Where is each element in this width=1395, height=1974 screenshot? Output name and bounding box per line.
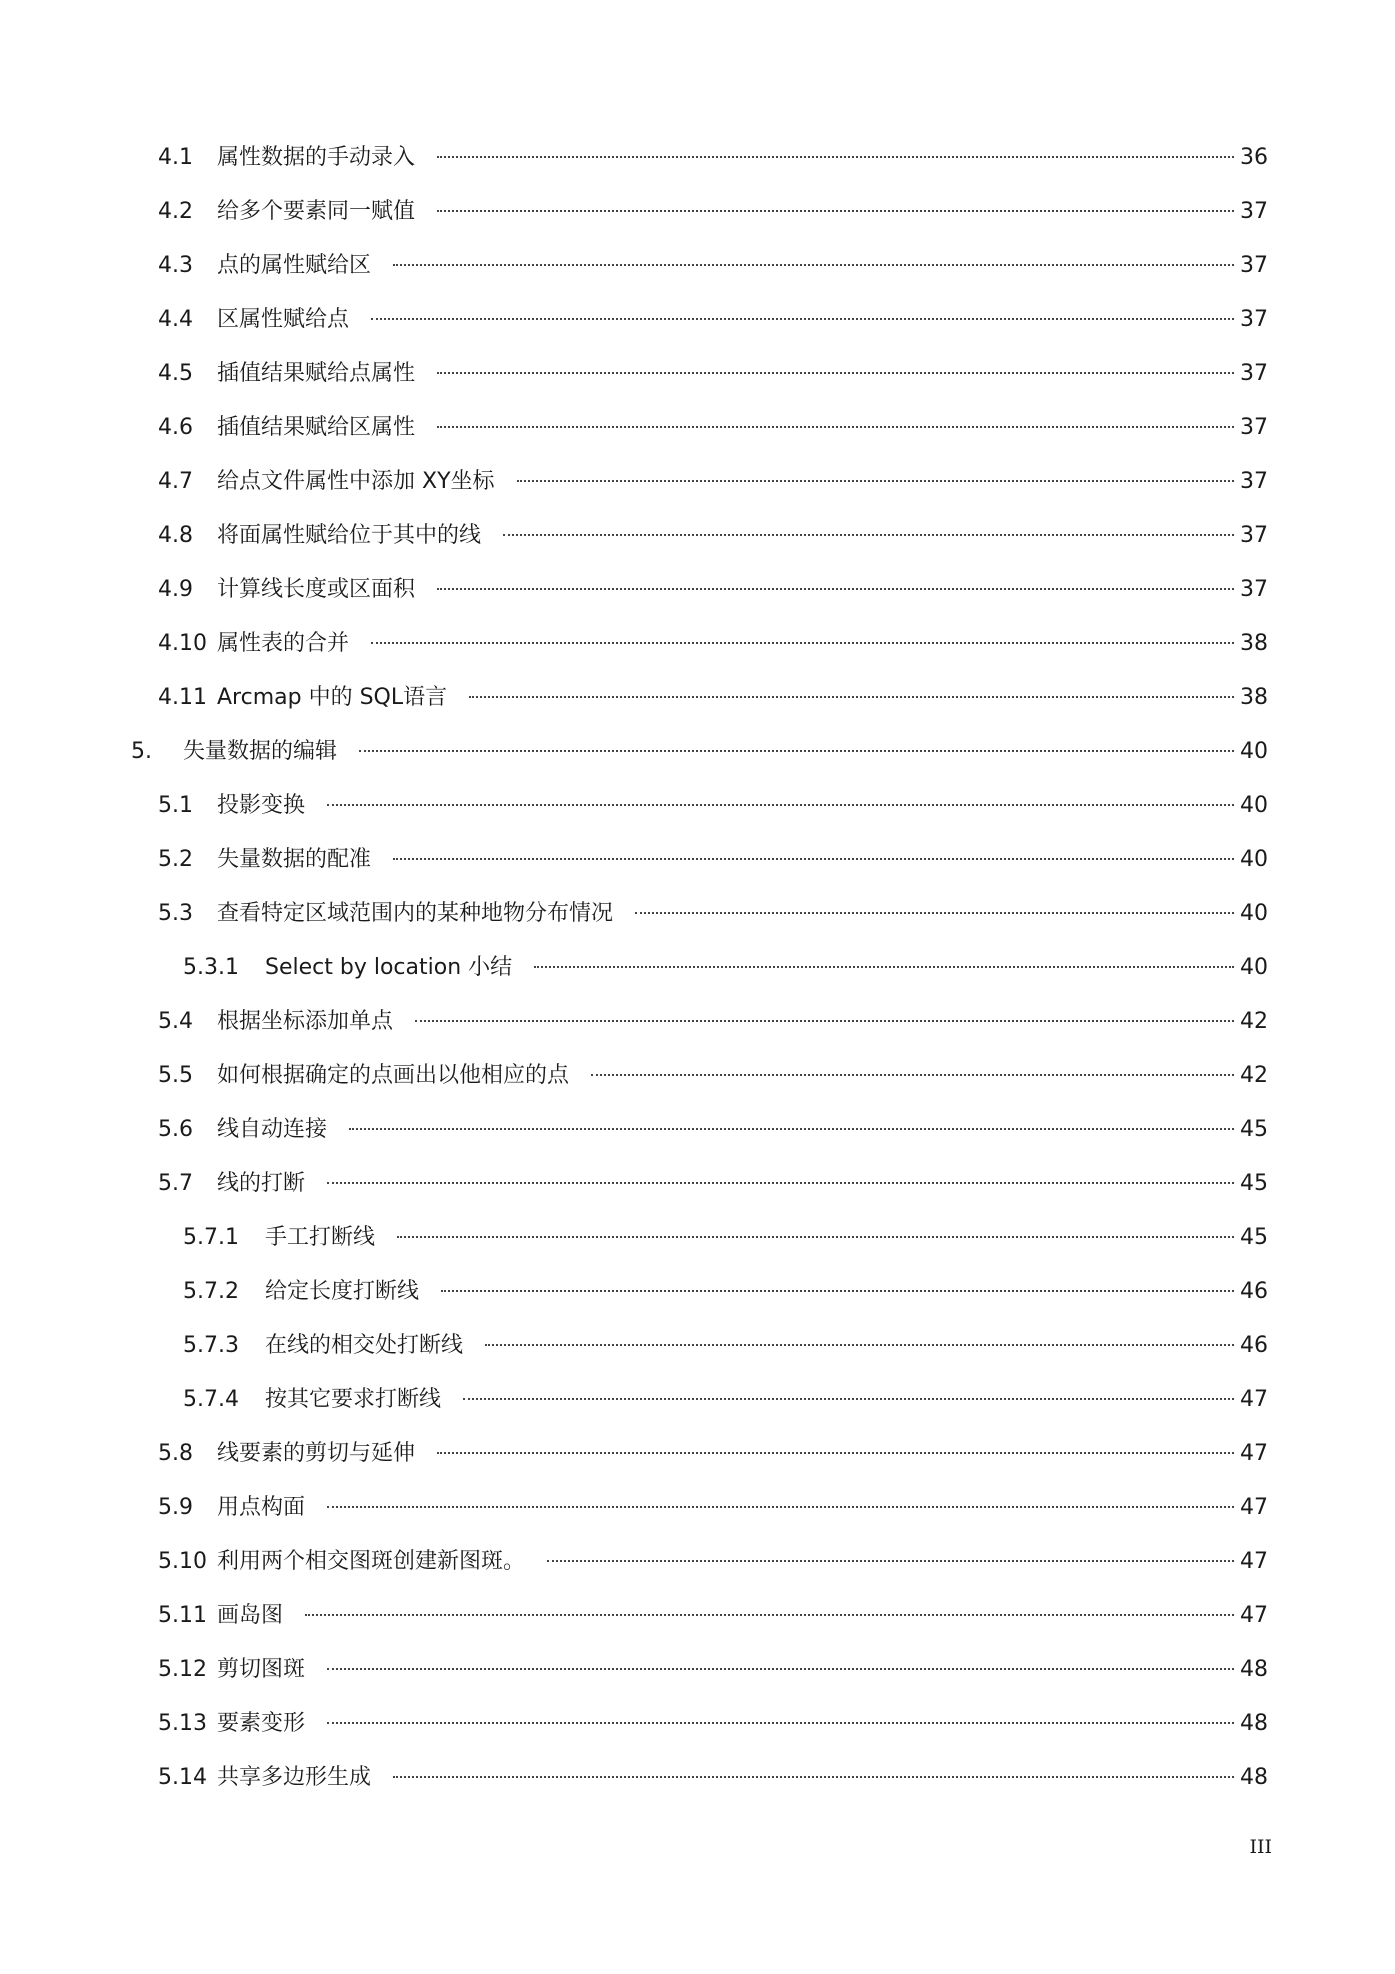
- toc-entry-title: 手工打断线: [265, 1225, 376, 1250]
- toc-entry[interactable]: [158, 1655, 1268, 1685]
- dot-leader: [517, 480, 1234, 482]
- dot-leader: [327, 1506, 1234, 1508]
- dot-leader: [485, 1344, 1234, 1346]
- toc-entry-page: 48: [1240, 1711, 1268, 1736]
- toc-entry-number: 5.4: [158, 1009, 193, 1034]
- toc-entry-number: 5.14: [158, 1765, 207, 1790]
- toc-entry-number: 5.11: [158, 1603, 207, 1628]
- toc-entry[interactable]: [131, 737, 1268, 767]
- toc-entry-title: 线自动连接: [217, 1117, 328, 1142]
- toc-entry[interactable]: [158, 467, 1268, 497]
- dot-leader: [437, 372, 1234, 374]
- toc-entry-number: 5.7.3: [183, 1333, 239, 1358]
- toc-entry-number: 5.1: [158, 793, 193, 818]
- page-number: III: [1249, 1836, 1272, 1858]
- toc-entry-page: 45: [1240, 1117, 1268, 1142]
- toc-entry[interactable]: [158, 1061, 1268, 1091]
- dot-leader: [463, 1398, 1234, 1400]
- toc-entry-number: 4.6: [158, 415, 193, 440]
- toc-entry-title: 给多个要素同一赋值: [217, 199, 416, 224]
- toc-entry-page: 45: [1240, 1171, 1268, 1196]
- toc-entry[interactable]: [158, 1493, 1268, 1523]
- toc-entry[interactable]: [183, 1277, 1268, 1307]
- dot-leader: [437, 1452, 1234, 1454]
- toc-entry-number: 5.3.1: [183, 955, 239, 980]
- dot-leader: [635, 912, 1234, 914]
- toc-entry-title: 投影变换: [217, 793, 306, 818]
- toc-entry-page: 37: [1240, 307, 1268, 332]
- toc-entry-number: 4.7: [158, 469, 193, 494]
- dot-leader: [393, 264, 1234, 266]
- toc-entry-page: 37: [1240, 199, 1268, 224]
- toc-entry-number: 5.7.1: [183, 1225, 239, 1250]
- toc-entry-number: 5.9: [158, 1495, 193, 1520]
- dot-leader: [469, 696, 1234, 698]
- toc-entry[interactable]: [158, 143, 1268, 173]
- toc-entry[interactable]: [158, 1547, 1268, 1577]
- toc-entry-page: 37: [1240, 415, 1268, 440]
- toc-entry[interactable]: [158, 575, 1268, 605]
- toc-entry[interactable]: [158, 1115, 1268, 1145]
- toc-entry-title: 查看特定区域范围内的某种地物分布情况: [217, 901, 614, 926]
- toc-entry-title: 插值结果赋给点属性: [217, 361, 416, 386]
- toc-entry-page: 40: [1240, 847, 1268, 872]
- toc-entry[interactable]: [158, 683, 1268, 713]
- dot-leader: [327, 1668, 1234, 1670]
- toc-entry[interactable]: [158, 1169, 1268, 1199]
- toc-entry-page: 48: [1240, 1765, 1268, 1790]
- toc-entry-number: 4.5: [158, 361, 193, 386]
- toc-entry-number: 5.7: [158, 1171, 193, 1196]
- toc-entry-title: 线的打断: [217, 1171, 306, 1196]
- toc-entry-number: 5.7.2: [183, 1279, 239, 1304]
- toc-entry[interactable]: [158, 197, 1268, 227]
- toc-entry-page: 40: [1240, 739, 1268, 764]
- dot-leader: [437, 156, 1234, 158]
- toc-entry[interactable]: [158, 1007, 1268, 1037]
- toc-entry-title: 要素变形: [217, 1711, 306, 1736]
- toc-entry-page: 46: [1240, 1333, 1268, 1358]
- toc-entry-page: 40: [1240, 901, 1268, 926]
- toc-entry-title: 用点构面: [217, 1495, 306, 1520]
- toc-entry-title: Select by location 小结: [265, 955, 513, 980]
- dot-leader: [534, 966, 1234, 968]
- toc-entry-number: 5.: [131, 739, 152, 764]
- dot-leader: [371, 642, 1234, 644]
- dot-leader: [415, 1020, 1234, 1022]
- toc-entry[interactable]: [158, 1709, 1268, 1739]
- toc-entry-page: 47: [1240, 1441, 1268, 1466]
- dot-leader: [359, 750, 1234, 752]
- dot-leader: [397, 1236, 1234, 1238]
- toc-entry-page: 46: [1240, 1279, 1268, 1304]
- dot-leader: [327, 1182, 1234, 1184]
- toc-entry-title: 按其它要求打断线: [265, 1387, 442, 1412]
- toc-entry-title: 剪切图斑: [217, 1657, 306, 1682]
- toc-entry-page: 48: [1240, 1657, 1268, 1682]
- toc-entry[interactable]: [158, 1763, 1268, 1793]
- toc-entry-page: 37: [1240, 523, 1268, 548]
- toc-entry-number: 4.3: [158, 253, 193, 278]
- toc-entry[interactable]: [158, 629, 1268, 659]
- toc-entry[interactable]: [183, 953, 1268, 983]
- toc-entry-title: 属性表的合并: [217, 631, 350, 656]
- toc-entry-page: 47: [1240, 1549, 1268, 1574]
- toc-entry-title: 计算线长度或区面积: [217, 577, 416, 602]
- toc-entry-title: 失量数据的配准: [217, 847, 372, 872]
- toc-entry-page: 45: [1240, 1225, 1268, 1250]
- toc-entry-page: 38: [1240, 631, 1268, 656]
- toc-entry-title: 插值结果赋给区属性: [217, 415, 416, 440]
- dot-leader: [437, 588, 1234, 590]
- toc-entry-title: 属性数据的手动录入: [217, 145, 416, 170]
- toc-entry-number: 5.2: [158, 847, 193, 872]
- toc-entry-title: 画岛图: [217, 1603, 284, 1628]
- toc-entry-number: 4.9: [158, 577, 193, 602]
- toc-entry-page: 40: [1240, 955, 1268, 980]
- toc-entry-page: 42: [1240, 1063, 1268, 1088]
- toc-entry-page: 37: [1240, 253, 1268, 278]
- toc-entry-number: 4.10: [158, 631, 207, 656]
- toc-entry[interactable]: [158, 413, 1268, 443]
- dot-leader: [327, 1722, 1234, 1724]
- toc-entry-number: 4.4: [158, 307, 193, 332]
- dot-leader: [441, 1290, 1234, 1292]
- toc-entry[interactable]: [158, 899, 1268, 929]
- dot-leader: [305, 1614, 1234, 1616]
- dot-leader: [437, 426, 1234, 428]
- toc-entry-title: Arcmap 中的 SQL语言: [217, 685, 448, 710]
- dot-leader: [327, 804, 1234, 806]
- dot-leader: [371, 318, 1234, 320]
- dot-leader: [591, 1074, 1234, 1076]
- toc-entry-number: 5.8: [158, 1441, 193, 1466]
- toc-entry[interactable]: [158, 521, 1268, 551]
- toc-entry[interactable]: [158, 251, 1268, 281]
- toc-entry[interactable]: [158, 1601, 1268, 1631]
- toc-entry-title: 给定长度打断线: [265, 1279, 420, 1304]
- toc-entry-number: 4.1: [158, 145, 193, 170]
- toc-entry-page: 36: [1240, 145, 1268, 170]
- toc-entry-page: 40: [1240, 793, 1268, 818]
- dot-leader: [547, 1560, 1234, 1562]
- toc-entry-title: 如何根据确定的点画出以他相应的点: [217, 1063, 570, 1088]
- toc-entry[interactable]: [158, 359, 1268, 389]
- toc-entry-title: 区属性赋给点: [217, 307, 350, 332]
- toc-entry-page: 42: [1240, 1009, 1268, 1034]
- toc-entry-page: 37: [1240, 469, 1268, 494]
- toc-entry-title: 线要素的剪切与延伸: [217, 1441, 416, 1466]
- toc-entry-number: 4.8: [158, 523, 193, 548]
- dot-leader: [393, 1776, 1234, 1778]
- dot-leader: [503, 534, 1234, 536]
- toc-entry[interactable]: [183, 1223, 1268, 1253]
- toc-entry-title: 在线的相交处打断线: [265, 1333, 464, 1358]
- toc-entry[interactable]: [158, 845, 1268, 875]
- toc-entry-page: 37: [1240, 577, 1268, 602]
- toc-entry-page: 38: [1240, 685, 1268, 710]
- toc-entry-number: 4.11: [158, 685, 207, 710]
- toc-entry-number: 4.2: [158, 199, 193, 224]
- toc-entry-number: 5.7.4: [183, 1387, 239, 1412]
- toc-entry-number: 5.3: [158, 901, 193, 926]
- toc-entry-number: 5.12: [158, 1657, 207, 1682]
- toc-entry-page: 47: [1240, 1603, 1268, 1628]
- toc-entry-title: 点的属性赋给区: [217, 253, 372, 278]
- toc-entry[interactable]: [158, 305, 1268, 335]
- toc-entry-title: 根据坐标添加单点: [217, 1009, 394, 1034]
- toc-entry[interactable]: [183, 1385, 1268, 1415]
- toc-entry-page: 47: [1240, 1387, 1268, 1412]
- dot-leader: [437, 210, 1234, 212]
- toc-entry-page: 37: [1240, 361, 1268, 386]
- toc-entry-title: 利用两个相交图斑创建新图斑。: [217, 1549, 526, 1574]
- toc-entry[interactable]: [158, 791, 1268, 821]
- toc-entry[interactable]: [158, 1439, 1268, 1469]
- toc-entry-title: 共享多边形生成: [217, 1765, 372, 1790]
- toc-entry-number: 5.13: [158, 1711, 207, 1736]
- toc-entry-number: 5.6: [158, 1117, 193, 1142]
- toc-entry-title: 将面属性赋给位于其中的线: [217, 523, 482, 548]
- toc-entry-title: 给点文件属性中添加 XY坐标: [217, 469, 495, 494]
- toc-entry-title: 失量数据的编辑: [183, 739, 338, 764]
- dot-leader: [393, 858, 1234, 860]
- toc-entry-page: 47: [1240, 1495, 1268, 1520]
- toc-entry[interactable]: [183, 1331, 1268, 1361]
- toc-entry-number: 5.10: [158, 1549, 207, 1574]
- dot-leader: [349, 1128, 1234, 1130]
- toc-entry-number: 5.5: [158, 1063, 193, 1088]
